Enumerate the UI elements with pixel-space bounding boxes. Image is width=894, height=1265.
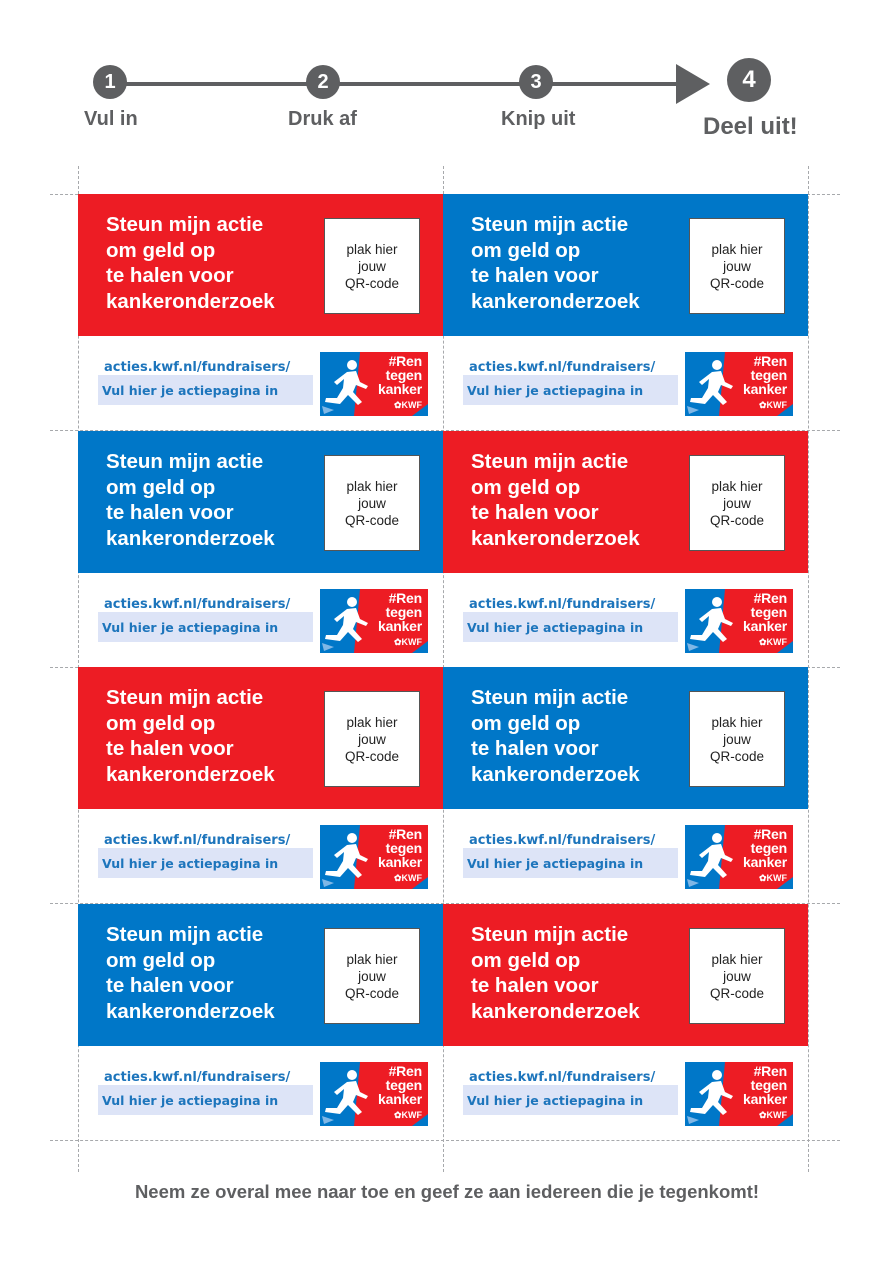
kwf-brand: ✿KWF (758, 1110, 787, 1120)
ren-tegen-kanker-logo (685, 1062, 793, 1126)
card-message-line: te halen voor (106, 737, 234, 760)
kwf-brand-text: KWF (766, 873, 787, 883)
fundraiser-url-prefix: acties.kwf.nl/fundraisers/ (469, 360, 656, 375)
qr-code-placeholder (324, 218, 420, 314)
logo-line: #Ren (388, 826, 422, 842)
logo-line: tegen (750, 840, 787, 856)
fundraiser-url-prefix: acties.kwf.nl/fundraisers/ (469, 597, 656, 612)
action-page-input[interactable] (463, 612, 678, 642)
qr-code-placeholder (324, 691, 420, 787)
card-message-line: om geld op (471, 475, 581, 499)
logo-line: kanker (378, 381, 422, 397)
card-message-line: Steun mijn actie (106, 450, 264, 473)
qr-code-placeholder (689, 455, 785, 551)
card-message-line: Steun mijn actie (106, 213, 264, 236)
step-4-label: Deel uit! (703, 113, 798, 140)
qr-placeholder-line: QR-code (709, 985, 765, 1001)
logo-line: kanker (743, 1091, 787, 1107)
qr-code-placeholder (324, 455, 420, 551)
ren-tegen-kanker-logo (685, 352, 793, 416)
progress-arrow-icon (676, 64, 710, 104)
kwf-brand: ✿KWF (758, 400, 787, 410)
action-page-input[interactable] (98, 612, 313, 642)
card-message-line: te halen voor (106, 501, 234, 524)
logo-line: #Ren (753, 353, 787, 369)
step-3-circle: 3 (519, 65, 553, 99)
logo-line: tegen (385, 604, 422, 620)
qr-placeholder-line: QR-code (709, 748, 765, 764)
ren-tegen-kanker-logo (320, 352, 428, 416)
card-message-line: kankeronderzoek (106, 526, 275, 550)
flyer-card-5 (78, 667, 443, 903)
card-message-line: kankeronderzoek (471, 289, 640, 313)
logo-text (743, 354, 787, 396)
logo-line: #Ren (753, 590, 787, 606)
action-page-input[interactable] (98, 848, 313, 878)
logo-line: #Ren (388, 590, 422, 606)
step-1-circle: 1 (93, 65, 127, 99)
logo-line: kanker (743, 381, 787, 397)
logo-line: tegen (750, 604, 787, 620)
logo-line: #Ren (753, 1063, 787, 1079)
qr-placeholder-line: jouw (358, 968, 386, 984)
card-message-line: Steun mijn actie (471, 923, 629, 946)
fundraiser-url-prefix: acties.kwf.nl/fundraisers/ (104, 833, 291, 848)
qr-placeholder-line: jouw (723, 968, 751, 984)
card-message-line: te halen voor (471, 974, 599, 997)
card-message-line: om geld op (106, 475, 216, 499)
kwf-brand: ✿KWF (393, 637, 422, 647)
ren-tegen-kanker-logo (320, 589, 428, 653)
logo-text (743, 591, 787, 633)
logo-line: tegen (385, 367, 422, 383)
card-banner (443, 667, 808, 809)
card-message-line: kankeronderzoek (471, 762, 640, 786)
step-1-label: Vul in (84, 108, 138, 130)
card-message-line: te halen voor (106, 974, 234, 997)
flyer-card-8 (443, 904, 808, 1140)
qr-code-placeholder (689, 218, 785, 314)
card-message-line: Steun mijn actie (471, 450, 629, 473)
logo-line: kanker (743, 854, 787, 870)
flyer-card-7 (78, 904, 443, 1140)
qr-placeholder-line: plak hier (711, 714, 763, 730)
fundraiser-url-prefix: acties.kwf.nl/fundraisers/ (104, 360, 291, 375)
kwf-brand-text: KWF (401, 400, 422, 410)
card-message-line: om geld op (106, 948, 216, 972)
progress-line (108, 82, 686, 86)
kwf-brand-text: KWF (401, 637, 422, 647)
qr-placeholder-line: jouw (723, 731, 751, 747)
logo-text (378, 591, 422, 633)
card-message-line: te halen voor (471, 264, 599, 287)
logo-text (743, 1064, 787, 1106)
cut-line (50, 1140, 840, 1141)
step-4-circle: 4 (727, 58, 771, 102)
logo-text (378, 827, 422, 869)
ren-tegen-kanker-logo (320, 825, 428, 889)
flyer-card-4 (443, 431, 808, 667)
kwf-brand-text: KWF (401, 873, 422, 883)
logo-text (743, 827, 787, 869)
step-2-circle: 2 (306, 65, 340, 99)
card-banner (443, 904, 808, 1046)
logo-line: kanker (378, 854, 422, 870)
ren-tegen-kanker-logo (320, 1062, 428, 1126)
kwf-brand: ✿KWF (393, 873, 422, 883)
logo-line: kanker (378, 1091, 422, 1107)
fundraiser-url-prefix: acties.kwf.nl/fundraisers/ (469, 833, 656, 848)
qr-code-placeholder (689, 928, 785, 1024)
step-3-label: Knip uit (501, 108, 576, 130)
logo-line: #Ren (388, 1063, 422, 1079)
progress-steps (0, 0, 894, 160)
action-page-input[interactable] (463, 375, 678, 405)
card-message-line: Steun mijn actie (106, 686, 264, 709)
card-message-line: kankeronderzoek (471, 526, 640, 550)
qr-placeholder-line: QR-code (709, 512, 765, 528)
ren-tegen-kanker-logo (685, 589, 793, 653)
flyer-card-2 (443, 194, 808, 430)
logo-line: tegen (385, 1077, 422, 1093)
kwf-brand-text: KWF (401, 1110, 422, 1120)
ren-tegen-kanker-logo (685, 825, 793, 889)
qr-placeholder-line: jouw (358, 258, 386, 274)
card-message (471, 449, 681, 551)
card-message-line: kankeronderzoek (106, 289, 275, 313)
card-message-line: Steun mijn actie (106, 923, 264, 946)
flyer-card-6 (443, 667, 808, 903)
card-banner (78, 667, 443, 809)
card-banner (443, 431, 808, 573)
card-message-line: kankeronderzoek (106, 999, 275, 1023)
card-message-line: kankeronderzoek (471, 999, 640, 1023)
qr-placeholder-line: QR-code (344, 512, 400, 528)
card-message-line: Steun mijn actie (471, 213, 629, 236)
qr-placeholder-line: jouw (723, 258, 751, 274)
card-message (106, 212, 316, 314)
kwf-brand: ✿KWF (393, 1110, 422, 1120)
flyer-card-3 (78, 431, 443, 667)
card-message-line: te halen voor (471, 501, 599, 524)
fundraiser-url-prefix: acties.kwf.nl/fundraisers/ (104, 1070, 291, 1085)
kwf-brand-text: KWF (766, 1110, 787, 1120)
qr-placeholder-line: QR-code (344, 985, 400, 1001)
card-banner (78, 904, 443, 1046)
action-page-input[interactable] (98, 375, 313, 405)
qr-code-placeholder (324, 928, 420, 1024)
qr-placeholder-line: plak hier (711, 241, 763, 257)
logo-line: tegen (750, 1077, 787, 1093)
card-message-line: Steun mijn actie (471, 686, 629, 709)
qr-code-placeholder (689, 691, 785, 787)
card-message (106, 685, 316, 787)
card-message-line: om geld op (471, 948, 581, 972)
kwf-brand: ✿KWF (393, 400, 422, 410)
card-banner (443, 194, 808, 336)
logo-line: tegen (385, 840, 422, 856)
card-message-line: te halen voor (106, 264, 234, 287)
logo-text (378, 1064, 422, 1106)
logo-line: tegen (750, 367, 787, 383)
step-2-label: Druk af (288, 108, 357, 130)
qr-placeholder-line: jouw (358, 495, 386, 511)
card-message-line: om geld op (471, 711, 581, 735)
qr-placeholder-line: jouw (723, 495, 751, 511)
qr-placeholder-line: QR-code (709, 275, 765, 291)
fundraiser-url-prefix: acties.kwf.nl/fundraisers/ (469, 1070, 656, 1085)
card-message-line: kankeronderzoek (106, 762, 275, 786)
card-message (471, 685, 681, 787)
action-page-input[interactable] (463, 848, 678, 878)
card-message (471, 922, 681, 1024)
card-message-line: om geld op (106, 711, 216, 735)
kwf-brand: ✿KWF (758, 637, 787, 647)
card-banner (78, 431, 443, 573)
qr-placeholder-line: plak hier (711, 951, 763, 967)
logo-line: kanker (378, 618, 422, 634)
fundraiser-url-prefix: acties.kwf.nl/fundraisers/ (104, 597, 291, 612)
qr-placeholder-line: plak hier (711, 478, 763, 494)
kwf-brand-text: KWF (766, 637, 787, 647)
action-page-input[interactable] (98, 1085, 313, 1115)
qr-placeholder-line: QR-code (344, 275, 400, 291)
flyer-card-1 (78, 194, 443, 430)
card-message (471, 212, 681, 314)
card-message-line: te halen voor (471, 737, 599, 760)
action-page-input[interactable] (463, 1085, 678, 1115)
logo-line: kanker (743, 618, 787, 634)
logo-line: #Ren (753, 826, 787, 842)
qr-placeholder-line: QR-code (344, 748, 400, 764)
kwf-brand-text: KWF (766, 400, 787, 410)
qr-placeholder-line: plak hier (346, 478, 398, 494)
qr-placeholder-line: jouw (358, 731, 386, 747)
card-message (106, 449, 316, 551)
card-banner (78, 194, 443, 336)
footer-note: Neem ze overal mee naar toe en geef ze aan iedereen die je tegenkomt! (134, 1181, 760, 1202)
qr-placeholder-line: plak hier (346, 714, 398, 730)
kwf-brand: ✿KWF (758, 873, 787, 883)
logo-text (378, 354, 422, 396)
qr-placeholder-line: plak hier (346, 241, 398, 257)
logo-line: #Ren (388, 353, 422, 369)
cut-line (808, 166, 809, 1172)
card-message-line: om geld op (471, 238, 581, 262)
qr-placeholder-line: plak hier (346, 951, 398, 967)
card-message (106, 922, 316, 1024)
card-message-line: om geld op (106, 238, 216, 262)
